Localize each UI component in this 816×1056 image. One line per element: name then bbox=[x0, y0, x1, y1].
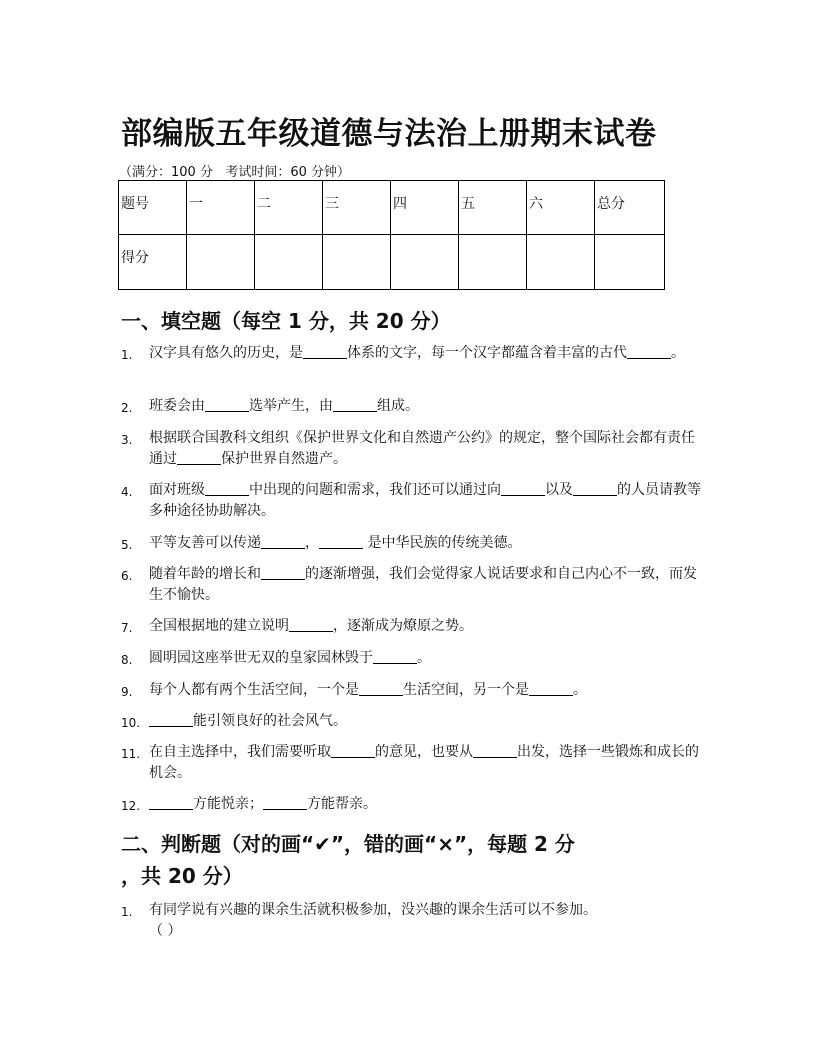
score-header-cell: 四 bbox=[391, 181, 459, 235]
question-text: 汉字具有悠久的历史，是 bbox=[149, 345, 303, 361]
question-number: 12. bbox=[121, 799, 141, 813]
answer-blank[interactable] bbox=[333, 396, 377, 412]
score-value-cell[interactable] bbox=[255, 235, 323, 290]
question-number: 3. bbox=[121, 433, 133, 447]
fill-question bbox=[121, 616, 701, 637]
fill-question bbox=[121, 648, 701, 669]
fill-question bbox=[121, 564, 701, 606]
answer-blank[interactable] bbox=[205, 396, 249, 412]
answer-paren[interactable]: （ ） bbox=[149, 923, 182, 939]
answer-blank[interactable] bbox=[373, 648, 417, 664]
question-number: 6. bbox=[121, 569, 133, 583]
fill-question bbox=[121, 533, 701, 554]
answer-blank[interactable] bbox=[501, 480, 545, 496]
question-text: 面对班级 bbox=[149, 482, 205, 498]
answer-blank[interactable] bbox=[149, 794, 193, 810]
score-header-cell: 题号 bbox=[119, 181, 187, 235]
question-text: 全国根据地的建立说明 bbox=[149, 618, 289, 634]
score-value-cell[interactable] bbox=[459, 235, 527, 290]
question-text: 方能帮亲。 bbox=[307, 796, 377, 812]
fill-question bbox=[121, 428, 701, 470]
answer-blank[interactable] bbox=[177, 449, 221, 465]
question-text: 生活空间，另一个是 bbox=[403, 682, 529, 698]
question-text: 平等友善可以传递 bbox=[149, 535, 261, 551]
score-value-row bbox=[119, 235, 665, 290]
fill-question bbox=[121, 742, 701, 784]
question-text: 根据联合国教科文组织《保护世界文化和自然遗产公约》的规定，整个国际社会都有责任通过 bbox=[149, 430, 695, 467]
question-text: 。 bbox=[573, 682, 587, 698]
answer-blank[interactable] bbox=[261, 533, 305, 549]
question-number: 11. bbox=[121, 747, 141, 761]
answer-blank[interactable] bbox=[303, 343, 347, 359]
question-number: 8. bbox=[121, 653, 133, 667]
question-text: 方能悦亲； bbox=[193, 796, 263, 812]
answer-blank[interactable] bbox=[331, 742, 375, 758]
answer-blank[interactable] bbox=[529, 680, 573, 696]
score-value-cell[interactable] bbox=[595, 235, 665, 290]
answer-blank[interactable] bbox=[261, 564, 305, 580]
question-number: 1. bbox=[121, 905, 133, 919]
question-text: 体系的文字，每一个汉字都蕴含着丰富的古代 bbox=[347, 345, 627, 361]
question-text: 的逐渐增强，我们会觉得家人说话要求和自己内心不一致，而发生不愉快。 bbox=[149, 566, 697, 603]
score-value-cell[interactable] bbox=[187, 235, 255, 290]
score-header-cell: 六 bbox=[527, 181, 595, 235]
question-text: 选举产生，由 bbox=[249, 398, 333, 414]
question-text: 中出现的问题和需求，我们还可以通过向 bbox=[249, 482, 501, 498]
score-header-cell: 总分 bbox=[595, 181, 665, 235]
answer-blank[interactable] bbox=[359, 680, 403, 696]
question-text: 有同学说有兴趣的课余生活就积极参加，没兴趣的课余生活可以不参加。 bbox=[149, 902, 597, 918]
question-text: 组成。 bbox=[377, 398, 419, 414]
section2-heading-line1: 二、判断题（对的画“✔”，错的画“×”，每题 2 分 bbox=[121, 832, 575, 856]
score-header-cell: 三 bbox=[323, 181, 391, 235]
question-text: 每个人都有两个生活空间，一个是 bbox=[149, 682, 359, 698]
question-text: 圆明园这座举世无双的皇家园林毁于 bbox=[149, 650, 373, 666]
score-value-cell[interactable] bbox=[391, 235, 459, 290]
score-header-cell: 一 bbox=[187, 181, 255, 235]
answer-blank[interactable] bbox=[319, 533, 363, 549]
fill-question bbox=[121, 794, 701, 815]
question-text: 的意见，也要从 bbox=[375, 744, 473, 760]
question-number: 9. bbox=[121, 685, 133, 699]
question-text: 保护世界自然遗产。 bbox=[221, 451, 347, 467]
answer-blank[interactable] bbox=[473, 742, 517, 758]
fill-question bbox=[121, 711, 701, 732]
judge-question bbox=[121, 900, 701, 942]
question-text: 出发，选择一些锻炼和成长的机会。 bbox=[149, 744, 699, 781]
question-number: 2. bbox=[121, 401, 133, 415]
question-text: 是中华民族的传统美德。 bbox=[363, 535, 522, 551]
score-value-cell[interactable] bbox=[323, 235, 391, 290]
question-text: 以及 bbox=[545, 482, 573, 498]
exam-meta: （满分：100 分 考试时间：60 分钟） bbox=[119, 165, 351, 180]
answer-blank[interactable] bbox=[573, 480, 617, 496]
score-header-cell: 二 bbox=[255, 181, 323, 235]
score-table bbox=[118, 180, 665, 290]
question-text: 。 bbox=[671, 345, 685, 361]
question-text: ， bbox=[305, 535, 319, 551]
question-number: 5. bbox=[121, 538, 133, 552]
question-text: 随着年龄的增长和 bbox=[149, 566, 261, 582]
fill-question bbox=[121, 343, 701, 364]
answer-blank[interactable] bbox=[263, 794, 307, 810]
question-text: 。 bbox=[417, 650, 431, 666]
answer-blank[interactable] bbox=[205, 480, 249, 496]
answer-blank[interactable] bbox=[289, 616, 333, 632]
question-number: 7. bbox=[121, 621, 133, 635]
question-number: 1. bbox=[121, 348, 133, 362]
question-number: 10. bbox=[121, 716, 141, 730]
question-number: 4. bbox=[121, 485, 133, 499]
question-text: ，逐渐成为燎原之势。 bbox=[333, 618, 473, 634]
score-value-cell[interactable] bbox=[527, 235, 595, 290]
section1-heading: 一、填空题（每空 1 分，共 20 分） bbox=[121, 309, 451, 333]
question-text: 的人员请教等多种途径协助解决。 bbox=[149, 482, 701, 519]
answer-blank[interactable] bbox=[627, 343, 671, 359]
exam-title: 部编版五年级道德与法治上册期末试卷 bbox=[121, 116, 657, 152]
fill-question bbox=[121, 396, 701, 417]
score-row-label: 得分 bbox=[119, 235, 187, 290]
answer-blank[interactable] bbox=[149, 711, 193, 727]
question-text: 班委会由 bbox=[149, 398, 205, 414]
score-header-cell: 五 bbox=[459, 181, 527, 235]
fill-question bbox=[121, 480, 701, 522]
question-text: 在自主选择中，我们需要听取 bbox=[149, 744, 331, 760]
section2-heading-line2: ，共 20 分） bbox=[121, 864, 243, 888]
question-text: 能引领良好的社会风气。 bbox=[193, 713, 347, 729]
fill-question bbox=[121, 680, 701, 701]
score-header-row bbox=[119, 181, 665, 235]
